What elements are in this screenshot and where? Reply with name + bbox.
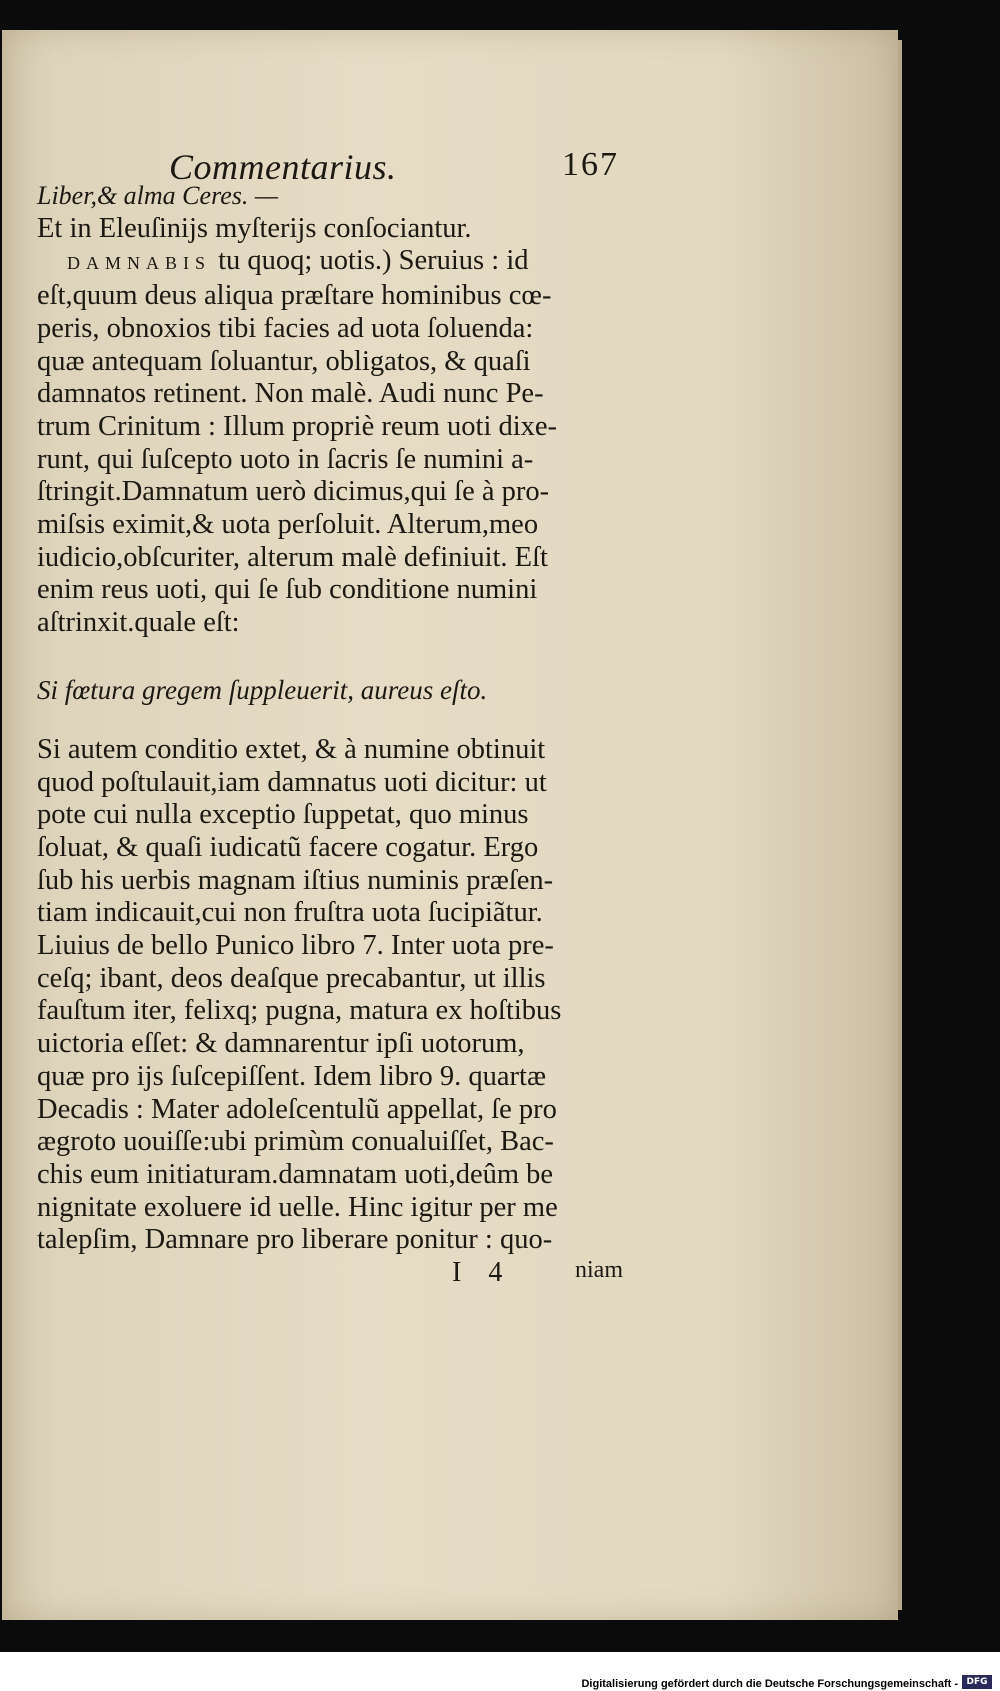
text-line: quæ pro ijs ſuſcepiſſent. Idem libro 9. quartæ xyxy=(37,1060,546,1092)
text-line: talepſim, Damnare pro liberare ponitur : quo- xyxy=(37,1224,553,1256)
text-line: nignitate exoluere id uelle. Hinc igitur per me xyxy=(37,1191,558,1223)
text-line: Liber,& alma Ceres. — xyxy=(37,181,278,210)
signature-mark: I 4 xyxy=(452,1257,513,1289)
text-line: tiam indicauit,cui non fruſtra uota ſucipiãtur. xyxy=(37,897,543,929)
book-page xyxy=(2,30,898,1620)
text-line: trum Crinitum : Illum propriè reum uoti dixe- xyxy=(37,410,558,442)
text-line: quod poſtulauit,iam damnatus uoti dicitur: ut xyxy=(37,766,547,798)
page-number: 167 xyxy=(562,146,619,183)
text-line: chis eum initiaturam.damnatam uoti,deûm be xyxy=(37,1158,554,1190)
text-line: peris, obnoxios tibi facies ad uota ſoluenda: xyxy=(37,312,534,344)
text-line: aſtrinxit.quale eſt: xyxy=(37,607,240,639)
text-line: damnatos retinent. Non malè. Audi nunc Pe- xyxy=(37,378,544,410)
funding-credit: Digitalisierung gefördert durch die Deutsche Forschungsgemeinschaft - xyxy=(581,1678,958,1690)
text-line-rest: tu quoq; uotis.) Seruius : id xyxy=(211,245,529,277)
running-head: Commentarius. xyxy=(169,147,397,187)
text-line: miſsis eximit,& uota perſoluit. Alterum,meo xyxy=(37,509,539,541)
text-line: fauſtum iter, felixq; pugna, matura ex hoſtibus xyxy=(37,995,562,1027)
text-line: eſt,quum deus aliqua præſtare hominibus cœ- xyxy=(37,280,552,312)
lemma: DAMNABIS xyxy=(67,253,212,274)
catchword: niam xyxy=(575,1257,623,1284)
text-line: iudicio,obſcuriter, alterum malè definiuit. Eſt xyxy=(37,541,548,573)
signature-line xyxy=(37,1257,637,1293)
text-line: uictoria eſſet: & damnarentur ipſi uotorum, xyxy=(37,1028,525,1060)
verse-quotation: Si fœtura gregem ſuppleuerit, aureus eſto. xyxy=(37,674,488,705)
text-line: Decadis : Mater adoleſcentulũ appellat, ſe pro xyxy=(37,1093,557,1125)
text-line: enim reus uoti, qui ſe ſub conditione numini xyxy=(37,574,538,606)
dfg-logo-icon: DFG xyxy=(962,1675,992,1689)
text-line: runt, qui ſuſcepto uoto in ſacris ſe numini a- xyxy=(37,443,534,475)
text-line: pote cui nulla exceptio ſuppetat, quo minus xyxy=(37,799,529,831)
text-line: ceſq; ibant, deos deaſque precabantur, ut illis xyxy=(37,962,546,994)
text-line: Liuius de bello Punico libro 7. Inter uota pre- xyxy=(37,930,554,962)
text-line: Si autem conditio extet, & à numine obtinuit xyxy=(37,733,546,765)
page-header xyxy=(37,120,637,187)
text-line: ſtringit.Damnatum uerò dicimus,qui ſe à pro- xyxy=(37,476,550,508)
text-line: quæ antequam ſoluantur, obligatos, & quaſi xyxy=(37,345,531,377)
text-line: ſub his uerbis magnam iſtius numinis præſen- xyxy=(37,864,554,896)
text-line: ſoluat, & quaſi iudicatũ facere cogatur. Ergo xyxy=(37,831,539,863)
text-line xyxy=(37,245,637,280)
text-block xyxy=(37,120,637,1293)
text-line: ægroto uouiſſe:ubi primùm conualuiſſet, Bac- xyxy=(37,1126,554,1158)
text-line: Et in Eleuſinijs myſterijs conſociantur. xyxy=(37,212,472,244)
